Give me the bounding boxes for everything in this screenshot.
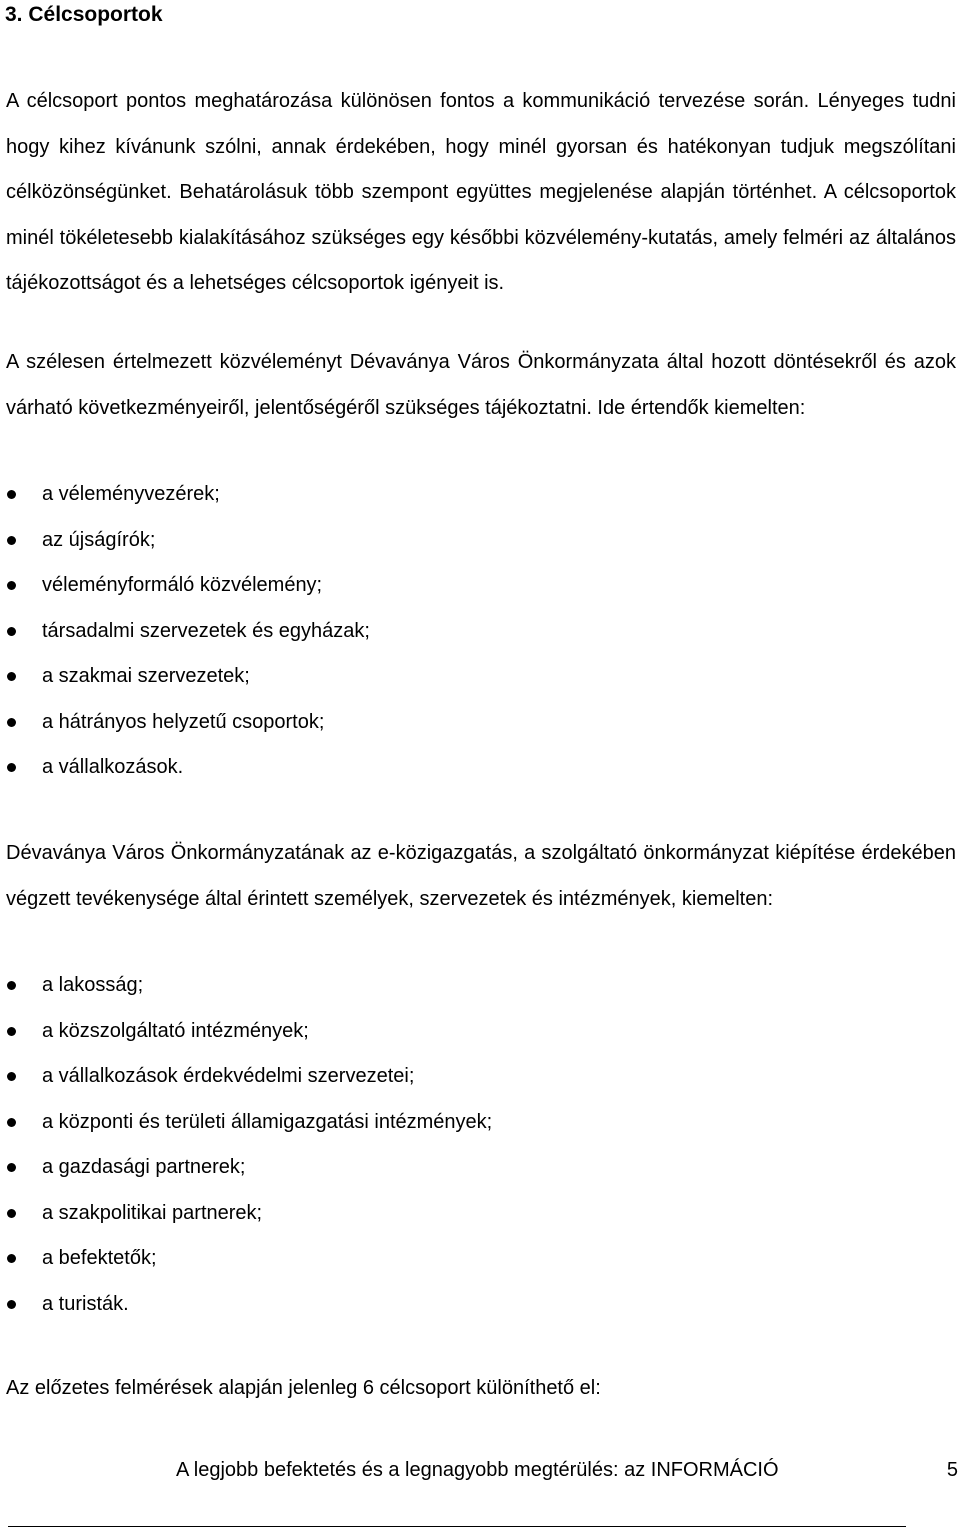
list-item: a hátrányos helyzetű csoportok; xyxy=(0,700,900,746)
stakeholder-list xyxy=(0,963,900,1327)
bullet-icon xyxy=(7,763,16,772)
bullet-icon xyxy=(7,1163,16,1172)
page-footer xyxy=(0,1450,960,1490)
bullet-icon xyxy=(7,1209,16,1218)
footer-divider xyxy=(8,1526,906,1527)
e-government-paragraph: Dévaványa Város Önkormányzatának az e-közigazgatás, a szolgáltató önkormányzat kiépítése érdekében végzett tevékenysége által érintett személyek, szervezetek és intézmények, kiemelten: xyxy=(6,842,956,910)
bullet-icon xyxy=(7,1254,16,1263)
intro-paragraph: A célcsoport pontos meghatározása különösen fontos a kommunikáció tervezése során. Lényeges tudni hogy kihez kívánunk szólni, annak érdekében, hogy minél gyorsan és hatékonyan tudjuk megszólítani célközönségünket. Behatárolásuk több szempont együttes megjelenése alapján történhet. A célcsoportok minél tökéletesebb kialakításához szükséges egy későbbi közvélemény-kutatás, amely felméri az általános tájékozottságot és a lehetséges célcsoportok igényeit is. xyxy=(6,90,956,294)
footer-text: A legjobb befektetés és a legnagyobb megtérülés: az INFORMÁCIÓ xyxy=(176,1459,779,1481)
bullet-icon xyxy=(7,1118,16,1127)
bullet-icon xyxy=(7,1027,16,1036)
list-item: a vállalkozások érdekvédelmi szervezetei; xyxy=(0,1054,900,1100)
list-item: a véleményvezérek; xyxy=(0,472,900,518)
list-item: a turisták. xyxy=(0,1282,900,1328)
bullet-icon xyxy=(7,490,16,499)
target-groups-intro: Az előzetes felmérések alapján jelenleg 6 célcsoport különíthető el: xyxy=(6,1377,601,1399)
bullet-icon xyxy=(7,581,16,590)
list-item: a szakpolitikai partnerek; xyxy=(0,1191,900,1237)
public-opinion-paragraph: A szélesen értelmezett közvéleményt Dévaványa Város Önkormányzata által hozott döntésekről és azok várható következményeiről, jelentőségéről szükséges tájékoztatni. Ide értendők kiemelten: xyxy=(6,351,956,419)
list-item: a közszolgáltató intézmények; xyxy=(0,1009,900,1055)
bullet-icon xyxy=(7,536,16,545)
page-number: 5 xyxy=(946,1459,958,1481)
list-item: a szakmai szervezetek; xyxy=(0,654,900,700)
list-item: a vállalkozások. xyxy=(0,745,900,791)
bullet-icon xyxy=(7,627,16,636)
bullet-icon xyxy=(7,1300,16,1309)
bullet-icon xyxy=(7,981,16,990)
list-item: a gazdasági partnerek; xyxy=(0,1145,900,1191)
list-item: a központi és területi államigazgatási intézmények; xyxy=(0,1100,900,1146)
list-item: a lakosság; xyxy=(0,963,900,1009)
list-item: a befektetők; xyxy=(0,1236,900,1282)
list-item: társadalmi szervezetek és egyházak; xyxy=(0,609,900,655)
list-item: véleményformáló közvélemény; xyxy=(0,563,900,609)
public-opinion-list xyxy=(0,472,900,791)
section-heading: 3. Célcsoportok xyxy=(5,3,163,26)
list-item: az újságírók; xyxy=(0,518,900,564)
bullet-icon xyxy=(7,1072,16,1081)
bullet-icon xyxy=(7,718,16,727)
bullet-icon xyxy=(7,672,16,681)
